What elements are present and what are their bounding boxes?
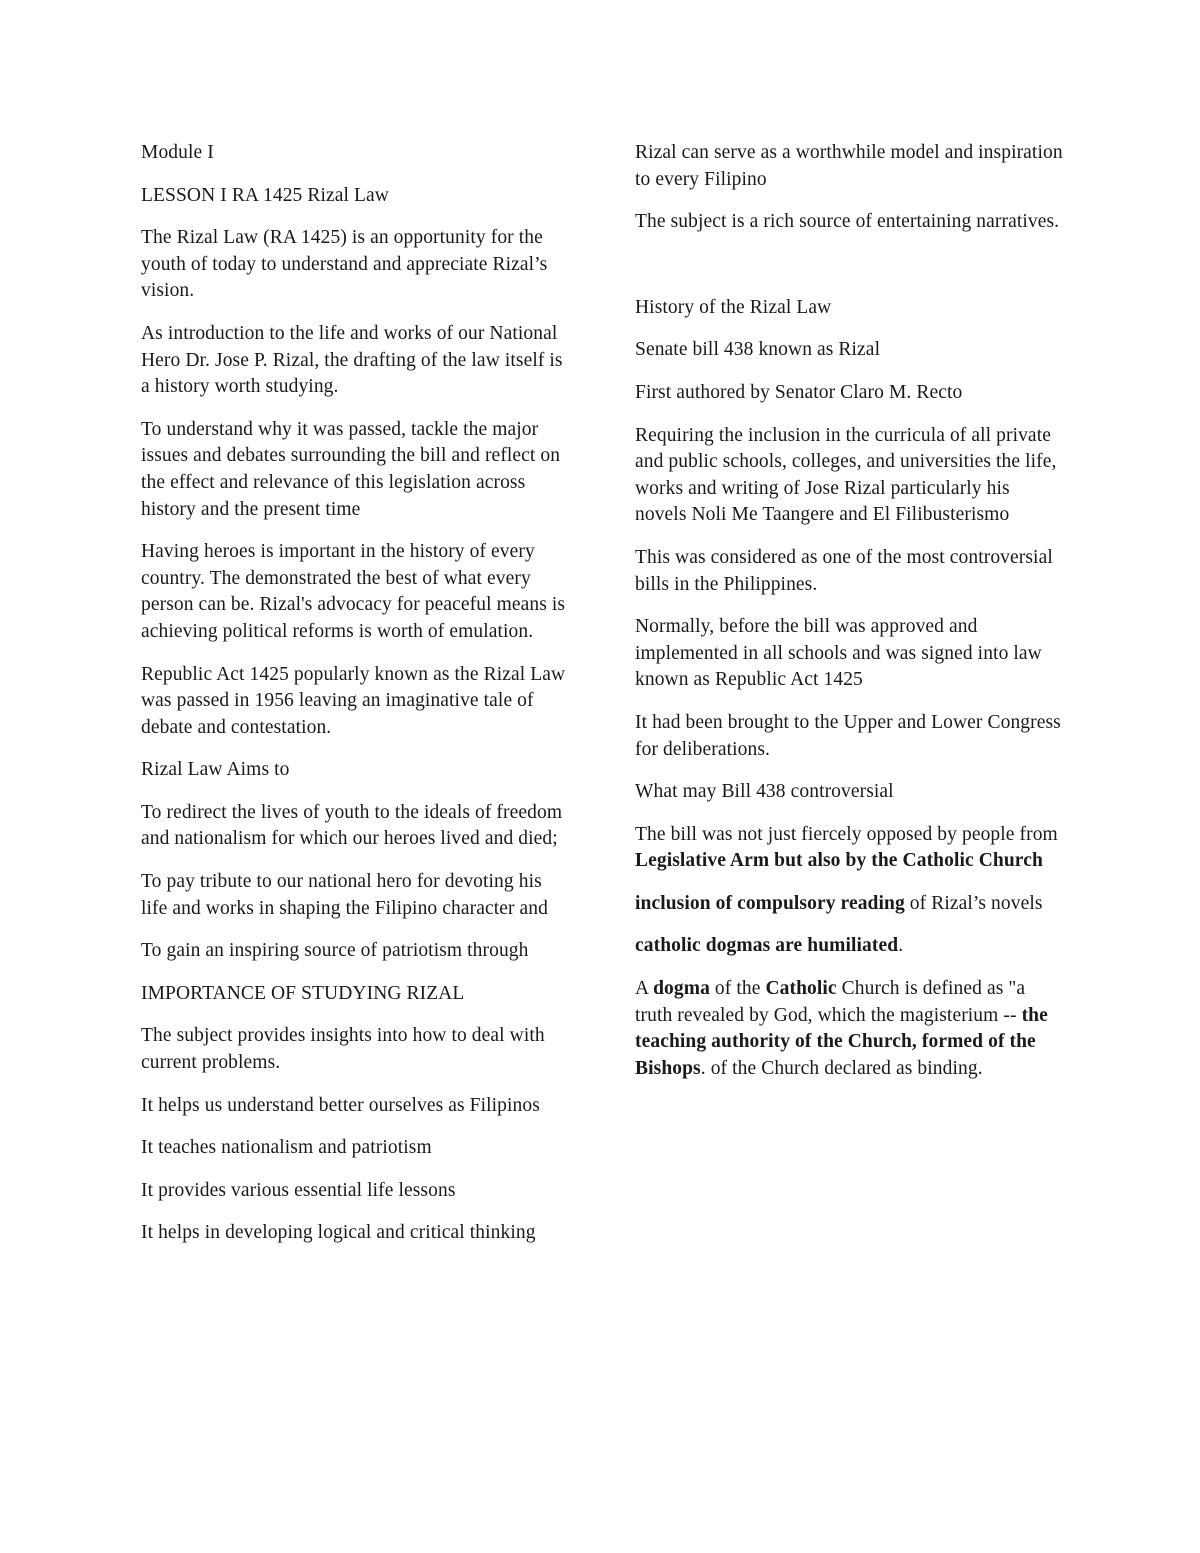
importance-item: The subject provides insights into how to deal with current problems.	[141, 1025, 545, 1074]
paragraph: Senate bill 438 known as Rizal	[635, 339, 881, 361]
importance-item: It helps us understand better ourselves as Filipinos	[141, 1094, 540, 1116]
paragraph: Requiring the inclusion in the curricula of all private and public schools, colleges, and universities the life, works and writing of Jose Rizal particularly his novels Noli Me Taangere and El Filibusterismo	[635, 424, 1057, 526]
paragraph: It had been brought to the Upper and Lower Congress for deliberations.	[635, 711, 1061, 760]
paragraph: Republic Act 1425 popularly known as the Rizal Law was passed in 1956 leaving an imaginative tale of debate and contestation.	[141, 663, 566, 738]
left-column	[141, 140, 571, 1263]
paragraph: This was considered as one of the most controversial bills in the Philippines.	[635, 546, 1053, 595]
paragraph: Normally, before the bill was approved and implemented in all schools and was signed into law known as Republic Act 1425	[635, 616, 1042, 691]
dogma-text-3: Church is defined as "a truth revealed by God, which the magisterium --	[635, 978, 1026, 1026]
paragraph: What may Bill 438 controversial	[635, 781, 894, 803]
importance-heading: IMPORTANCE OF STUDYING RIZAL	[141, 982, 465, 1004]
opposed-bold: Legislative Arm but also by the Catholic Church	[635, 850, 1043, 872]
paragraph: The Rizal Law (RA 1425) is an opportunity for the youth of today to understand and appreciate Rizal’s vision.	[141, 227, 548, 302]
importance-item: The subject is a rich source of entertaining narratives.	[635, 211, 1060, 233]
opposed-text: The bill was not just fiercely opposed by people from	[635, 823, 1058, 845]
paragraph: To understand why it was passed, tackle the major issues and debates surrounding the bill and reflect on the effect and relevance of this legislation across history and the present time	[141, 418, 561, 520]
importance-item: It teaches nationalism and patriotism	[141, 1137, 432, 1159]
compulsory-paragraph	[635, 891, 1065, 918]
aim-item: To redirect the lives of youth to the ideals of freedom and nationalism for which our heroes lived and died;	[141, 801, 563, 850]
dogmas-paragraph	[635, 933, 1065, 960]
aim-item: To pay tribute to our national hero for devoting his life and works in shaping the Filipino character and	[141, 871, 549, 919]
opposed-paragraph	[635, 822, 1065, 875]
importance-item: It helps in developing logical and critical thinking	[141, 1222, 536, 1244]
aim-item: To gain an inspiring source of patriotism through	[141, 940, 529, 962]
importance-item: Rizal can serve as a worthwhile model and inspiration to every Filipino	[635, 142, 1063, 190]
history-heading: History of the Rizal Law	[635, 296, 832, 318]
dogma-text-4: . of the Church declared as binding.	[700, 1057, 983, 1079]
dogma-text-2: of the	[709, 978, 766, 1000]
right-column	[635, 140, 1065, 1098]
dogma-bold-1: dogma	[653, 978, 710, 1000]
paragraph: As introduction to the life and works of our National Hero Dr. Jose P. Rizal, the drafting of the law itself is a history worth studying.	[141, 322, 563, 398]
dogma-definition	[635, 976, 1065, 1082]
dogmas-bold: catholic dogmas are humiliated	[635, 935, 899, 957]
aims-heading: Rizal Law Aims to	[141, 759, 290, 781]
dogma-text-1: A	[635, 978, 654, 1000]
dogma-bold-2: Catholic	[765, 978, 837, 1000]
compulsory-bold: inclusion of compulsory reading	[635, 892, 905, 914]
paragraph: First authored by Senator Claro M. Recto	[635, 381, 963, 403]
importance-item: It provides various essential life lessons	[141, 1179, 456, 1201]
module-heading: Module I	[141, 142, 214, 163]
dogmas-text: .	[898, 935, 904, 957]
spacer	[635, 252, 1065, 295]
lesson-heading: LESSON I RA 1425 Rizal Law	[141, 184, 389, 206]
paragraph: Having heroes is important in the history of every country. The demonstrated the best of what every person can be. Rizal's advocacy for peaceful means is achieving political reforms is worth of emulation.	[141, 541, 566, 642]
dogma-bold-3: the teaching authority of the Church, formed of the Bishops	[635, 1004, 1048, 1079]
compulsory-text: of Rizal’s novels	[904, 892, 1043, 914]
